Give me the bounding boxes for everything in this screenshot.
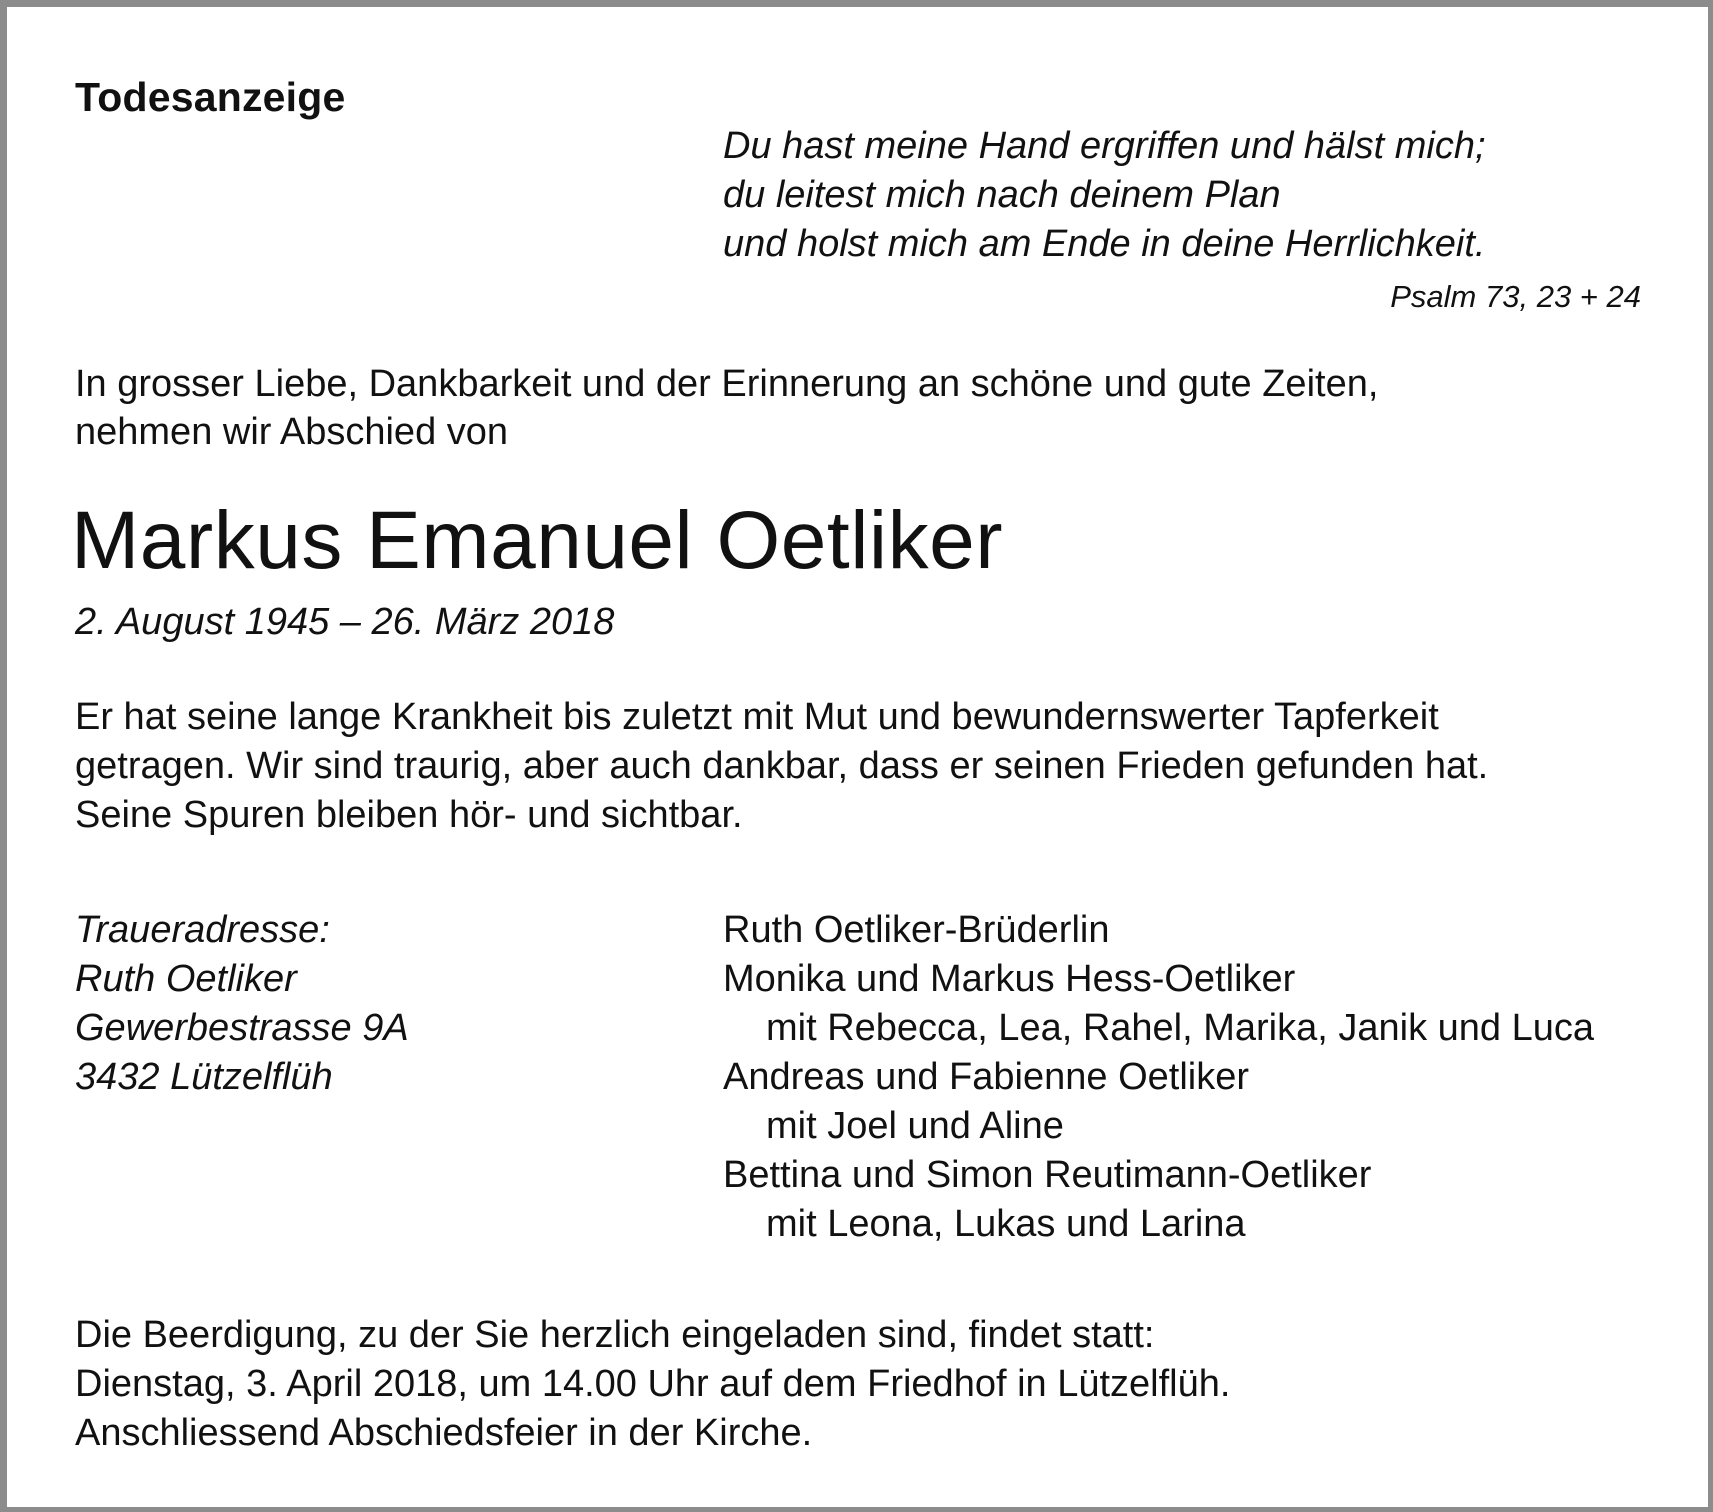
intro-line: In grosser Liebe, Dankbarkeit und der Erinnerung an schöne und gute Zeiten, — [75, 363, 1379, 405]
address-line: 3432 Lützelflüh — [75, 1056, 333, 1098]
body-line: getragen. Wir sind traurig, aber auch dankbar, dass er seinen Frieden gefunden hat. — [75, 745, 1489, 787]
address-line: Gewerbestrasse 9A — [75, 1007, 409, 1049]
life-dates: 2. August 1945 – 26. März 2018 — [75, 601, 615, 643]
bible-verse — [723, 122, 1486, 269]
mourning-address — [75, 906, 409, 1102]
address-line: Ruth Oetliker — [75, 958, 297, 1000]
deceased-name: Markus Emanuel Oetliker — [71, 495, 1004, 586]
funeral-line: Anschliessend Abschiedsfeier in der Kirche. — [75, 1412, 813, 1454]
verse-source: Psalm 73, 23 + 24 — [1390, 279, 1641, 314]
mourner-entry: Andreas und Fabienne Oetliker — [723, 1056, 1249, 1098]
verse-line: Du hast meine Hand ergriffen und hälst mich; — [723, 125, 1486, 167]
mourner-entry: Ruth Oetliker-Brüderlin — [723, 909, 1110, 951]
funeral-line: Dienstag, 3. April 2018, um 14.00 Uhr auf dem Friedhof in Lützelflüh. — [75, 1363, 1231, 1405]
mourner-entry: Bettina und Simon Reutimann-Oetliker — [723, 1154, 1372, 1196]
mourner-children: mit Rebecca, Lea, Rahel, Marika, Janik und Luca — [766, 1007, 1594, 1049]
intro-text — [75, 360, 1378, 456]
address-line: Traueradresse: — [75, 909, 330, 951]
mourner-children: mit Joel und Aline — [766, 1105, 1064, 1147]
mourners-list — [723, 906, 1594, 1249]
body-line: Er hat seine lange Krankheit bis zuletzt mit Mut und bewundernswerter Tapferkeit — [75, 696, 1439, 738]
body-text — [75, 693, 1488, 840]
mourner-children: mit Leona, Lukas und Larina — [766, 1203, 1246, 1245]
verse-line: du leitest mich nach deinem Plan — [723, 174, 1281, 216]
intro-line: nehmen wir Abschied von — [75, 411, 509, 453]
body-line: Seine Spuren bleiben hör- und sichtbar. — [75, 794, 743, 836]
funeral-details — [75, 1311, 1230, 1458]
mourner-entry: Monika und Markus Hess-Oetliker — [723, 958, 1296, 1000]
notice-heading: Todesanzeige — [75, 74, 346, 120]
verse-line: und holst mich am Ende in deine Herrlichkeit. — [723, 223, 1486, 265]
funeral-line: Die Beerdigung, zu der Sie herzlich eingeladen sind, findet statt: — [75, 1314, 1155, 1356]
